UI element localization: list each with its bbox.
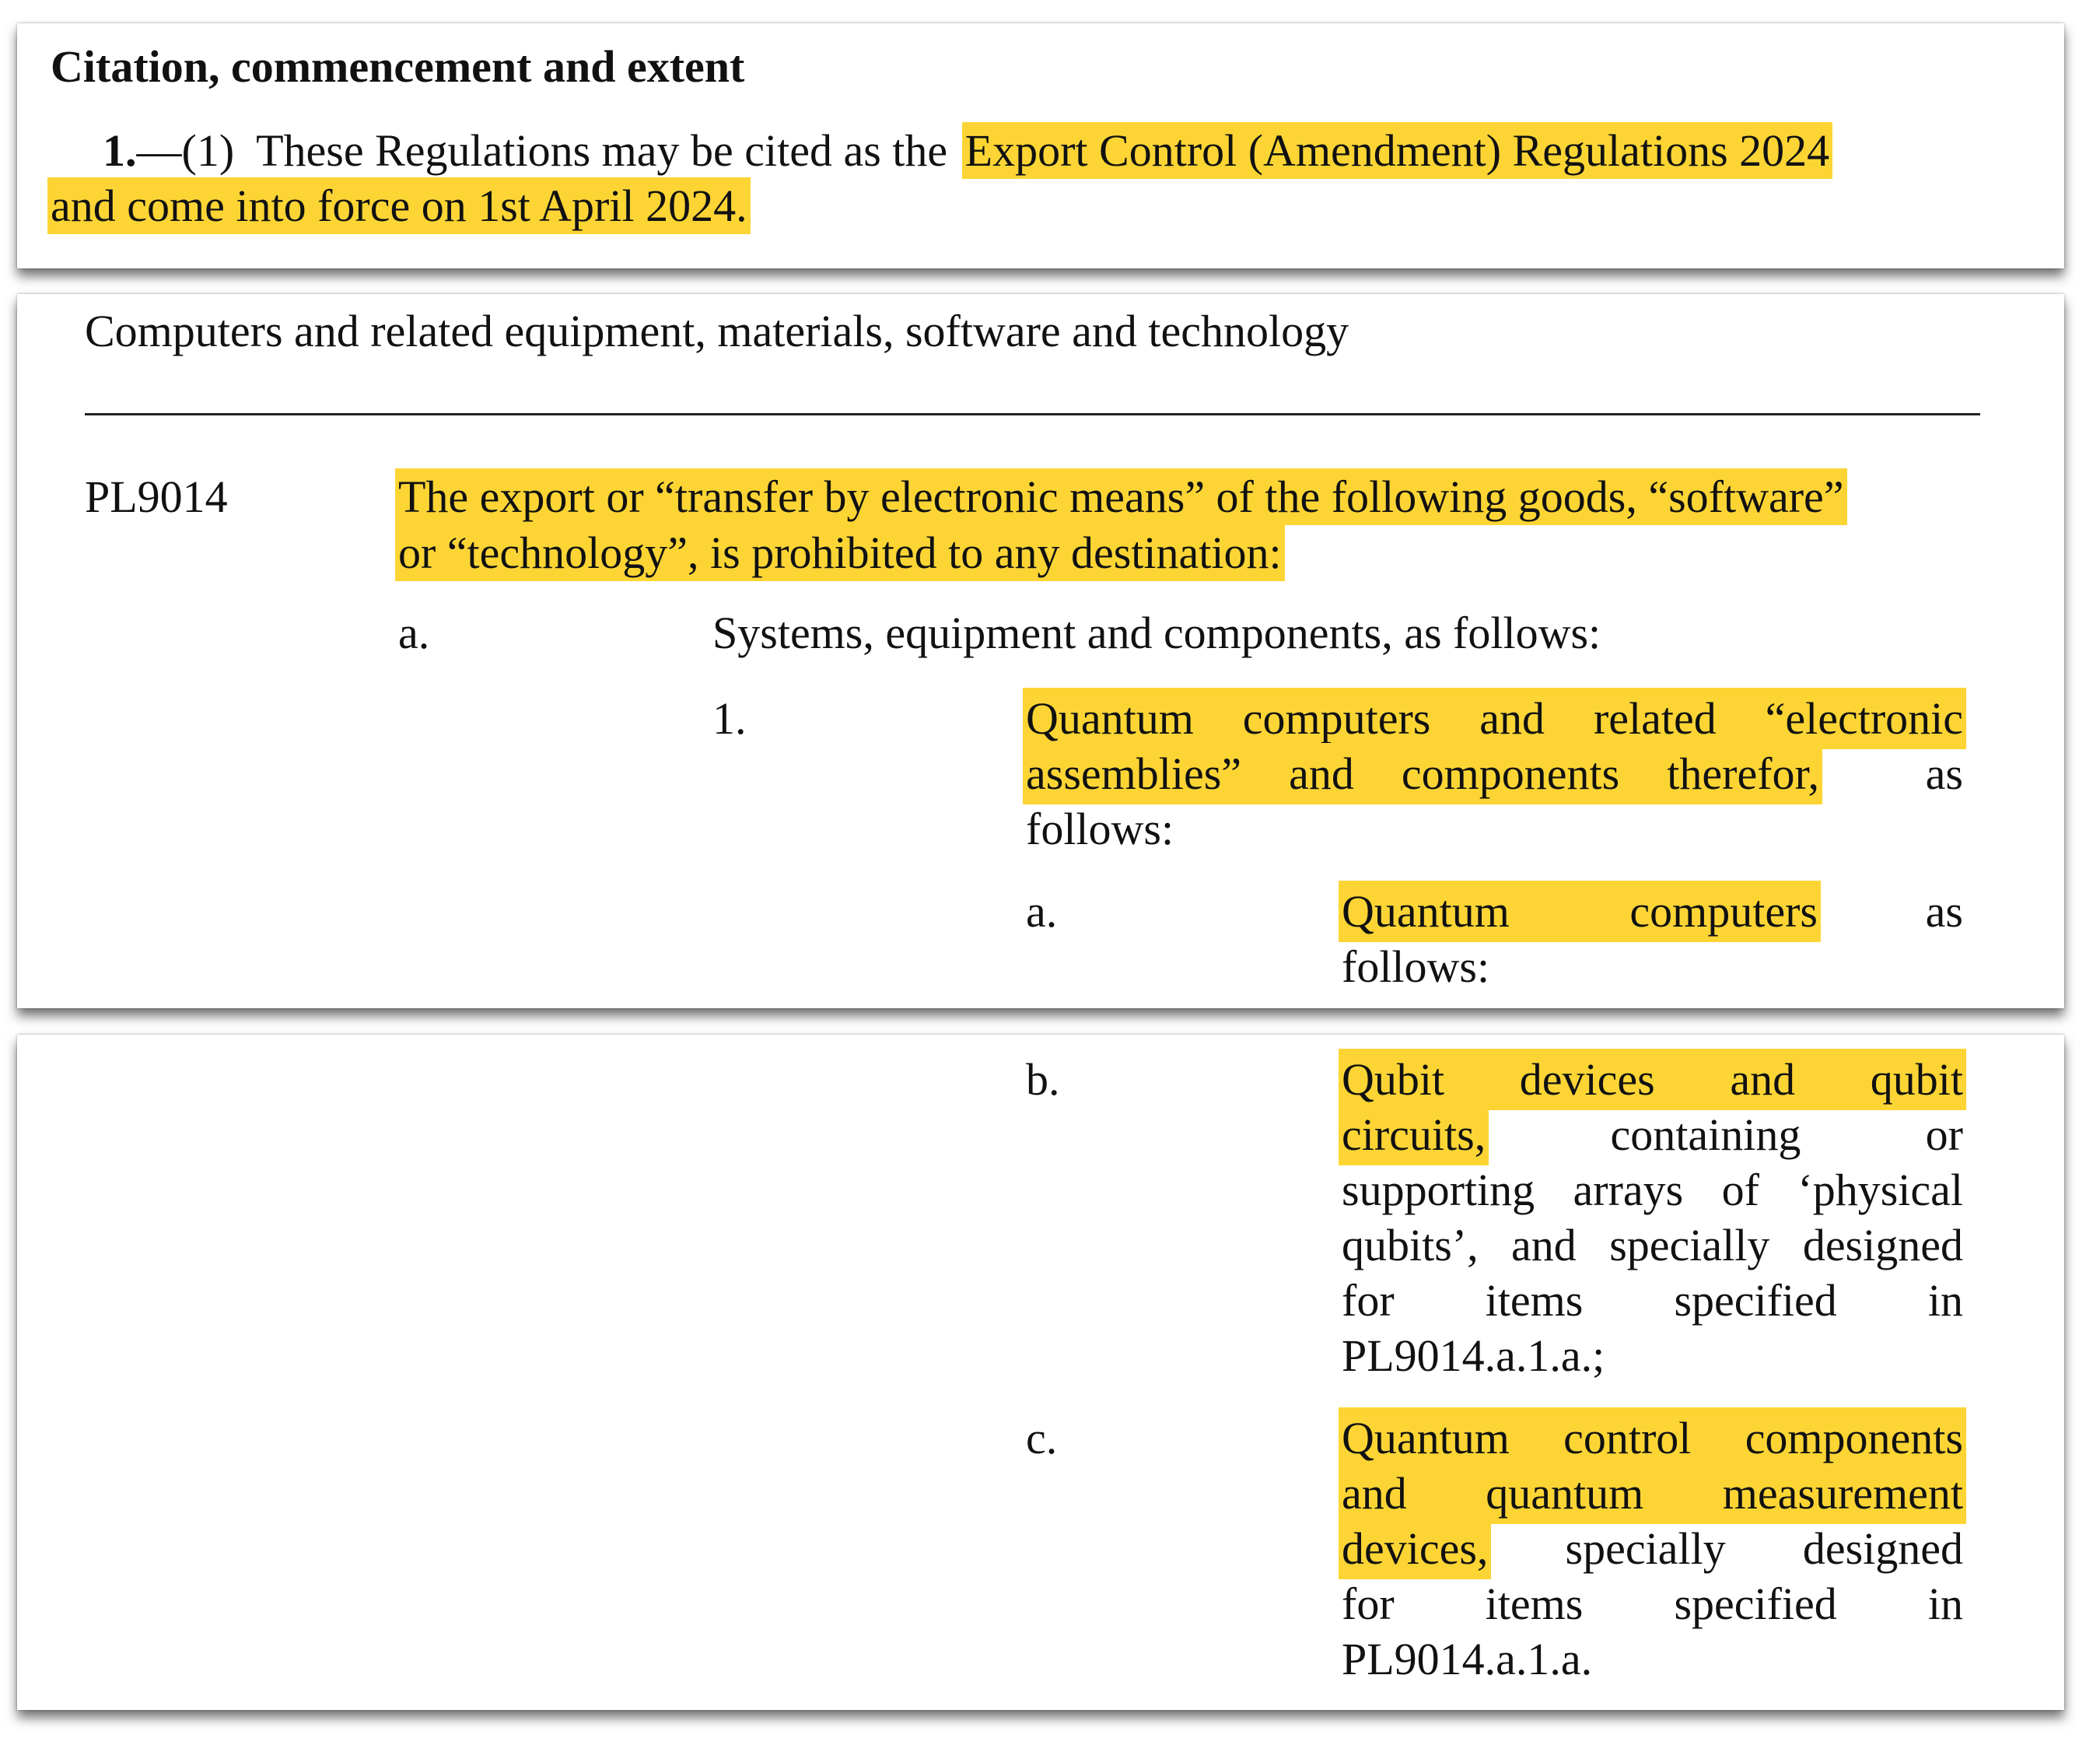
subitem-b-line-3: supporting arrays of ‘physical xyxy=(1342,1165,1963,1215)
item1-line-2 xyxy=(1026,746,1963,801)
word: assemblies” xyxy=(1026,748,1242,799)
excerpt-citation-panel xyxy=(17,23,2064,268)
word: and xyxy=(1342,1468,1407,1519)
word: devices xyxy=(1519,1054,1655,1105)
subitem-c-line-1 xyxy=(1342,1410,1963,1466)
subitem-b-line-1 xyxy=(1342,1052,1963,1107)
word: control xyxy=(1563,1413,1692,1463)
word: as xyxy=(1925,886,1963,937)
excerpt-pl9014-panel xyxy=(17,294,2064,1008)
subitem-label-a: a. xyxy=(1026,886,1058,937)
word: qubit xyxy=(1870,1054,1963,1105)
highlight-commencement-date: and come into force on 1st April 2024. xyxy=(51,180,747,231)
paragraph-sub-number: —(1) xyxy=(136,125,235,176)
word: specially xyxy=(1565,1523,1726,1574)
word: containing xyxy=(1610,1109,1801,1160)
item-label-a: a. xyxy=(398,608,430,658)
highlight-intro-line-2: or “technology”, is prohibited to any destination: xyxy=(398,527,1282,578)
word-highlight: devices, xyxy=(1342,1521,1488,1576)
word: items xyxy=(1485,1579,1584,1629)
word: components xyxy=(1745,1413,1963,1463)
word: Quantum xyxy=(1026,693,1194,744)
word: specified xyxy=(1674,1579,1837,1629)
subitem-a-line-1 xyxy=(1342,884,1963,939)
word: for xyxy=(1342,1275,1395,1326)
word: components xyxy=(1401,748,1620,799)
quantum-computers-item xyxy=(1026,691,1963,857)
word: computers xyxy=(1629,886,1818,937)
item1-line-2-highlight xyxy=(1026,746,1819,801)
subitem-c-line-4 xyxy=(1342,1576,1963,1631)
subitem-label-c: c. xyxy=(1026,1413,1058,1463)
subitem-c-line-3 xyxy=(1342,1521,1963,1576)
word: therefor, xyxy=(1667,748,1819,799)
word: Quantum xyxy=(1342,886,1510,937)
section-divider xyxy=(85,413,1980,415)
subitem-label-b: b. xyxy=(1026,1054,1060,1105)
word: measurement xyxy=(1722,1468,1963,1519)
word: designed xyxy=(1802,1523,1963,1574)
subitem-b-line-2 xyxy=(1342,1107,1963,1162)
word: computers xyxy=(1242,693,1431,744)
word: and xyxy=(1730,1054,1796,1105)
item1-line-3: follows: xyxy=(1026,804,1174,854)
word: in xyxy=(1927,1275,1963,1326)
regulation-paragraph-line-2 xyxy=(51,178,747,234)
word: specified xyxy=(1674,1275,1837,1326)
subitem-c-text xyxy=(1342,1410,1963,1687)
word: or xyxy=(1925,1109,1963,1160)
regulation-paragraph-line-1 xyxy=(103,123,1829,179)
subitem-c-line-2 xyxy=(1342,1466,1963,1521)
item-label-1: 1. xyxy=(712,693,747,744)
highlight-intro-line-1: The export or “transfer by electronic means” of the following goods, “software” xyxy=(398,471,1844,522)
subitem-b-line-4: qubits’, and specially designed xyxy=(1342,1220,1963,1270)
word: Qubit xyxy=(1342,1054,1445,1105)
word-highlight: circuits, xyxy=(1342,1107,1486,1162)
citation-lead-text: These Regulations may be cited as the xyxy=(256,125,948,176)
control-code: PL9014 xyxy=(85,471,228,522)
subitem-a-text xyxy=(1342,884,1963,994)
citation-heading: Citation, commencement and extent xyxy=(51,41,745,92)
subitem-b-text xyxy=(1342,1052,1963,1383)
word: and xyxy=(1289,748,1354,799)
word: related xyxy=(1593,693,1717,744)
word: and xyxy=(1479,693,1545,744)
section-title: Computers and related equipment, materials, software and technology xyxy=(85,306,1349,356)
subitem-b-line-5 xyxy=(1342,1273,1963,1328)
word: for xyxy=(1342,1579,1395,1629)
item1-line-1 xyxy=(1026,691,1963,746)
word: in xyxy=(1927,1579,1963,1629)
paragraph-number: 1. xyxy=(103,125,137,176)
subitem-a-line-2: follows: xyxy=(1342,941,1490,992)
systems-text: Systems, equipment and components, as follows: xyxy=(712,608,1601,658)
word: Quantum xyxy=(1342,1413,1510,1463)
word: as xyxy=(1925,748,1963,799)
subitem-a-highlight xyxy=(1342,884,1818,939)
subitem-c-line-5: PL9014.a.1.a. xyxy=(1342,1634,1593,1684)
highlight-regulation-title: Export Control (Amendment) Regulations 2024 xyxy=(964,125,1830,176)
excerpt-subitems-panel xyxy=(17,1035,2064,1710)
prohibition-intro xyxy=(398,469,1844,581)
word: quantum xyxy=(1486,1468,1644,1519)
word: “electronic xyxy=(1765,693,1963,744)
word: items xyxy=(1485,1275,1584,1326)
subitem-b-line-6: PL9014.a.1.a.; xyxy=(1342,1330,1605,1381)
